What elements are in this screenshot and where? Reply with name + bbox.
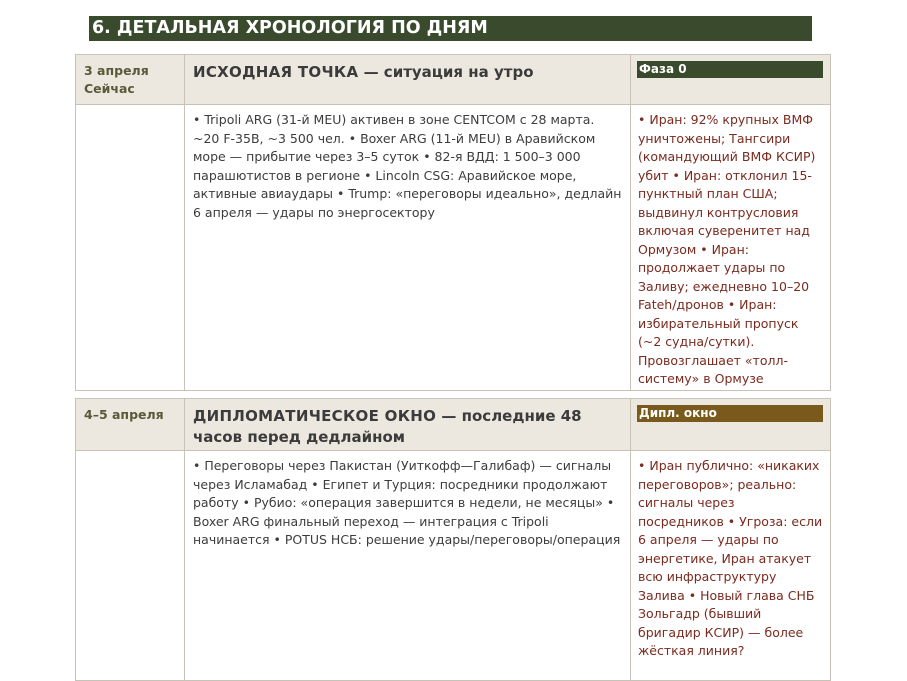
day-title [185,399,631,451]
phase-cell [631,399,831,451]
phase-badge: Фаза 0 [637,61,823,78]
phase-badge: Дипл. окно [637,405,823,422]
iran-actions-text: • Иран: 92% крупных ВМФ уничтожены; Тангсири (командующий ВМФ КСИР) убит • Иран: отклонил 15-пунктный план США; выдвинул контрусловия включая суверенитет над Ормузом • Иран: продолжает удары по Заливу; ежедневно 10–20 Fateh/дронов • Иран: избирательный пропуск (~2 судна/сутки). Провозглашает «толл-систему» в Ормузе [631,105,831,391]
section-title: 6. ДЕТАЛЬНАЯ ХРОНОЛОГИЯ ПО ДНЯМ [89,16,812,41]
date-sublabel: Сейчас [84,81,135,96]
phase-cell [631,55,831,105]
day-title-main: ДИПЛОМАТИЧЕСКОЕ ОКНО [193,407,437,425]
day-title [185,55,631,105]
date-cell [76,399,185,451]
day-body-row [76,451,831,681]
date-cell [76,55,185,105]
day-header-row [76,399,831,451]
us-actions-text: • Переговоры через Пакистан (Уиткофф—Галибаф) — сигналы через Исламабад • Египет и Турция: посредники продолжают работу • Рубио: «операция завершится в недели, не месяцы» • Boxer ARG финальный переход — интеграция с Tripoli начинается • POTUS НСБ: решение удары/переговоры/операция [185,451,631,681]
day-title-rest: — последние 48 часов перед дедлайном [193,407,582,446]
date-label: 4–5 апреля [84,407,164,422]
empty-cell [76,105,185,391]
day-table-1 [75,54,831,391]
day-header-row [76,55,831,105]
day-table-2 [75,398,831,681]
day-title-main: ИСХОДНАЯ ТОЧКА [193,63,359,81]
day-body-row [76,105,831,391]
day-title-rest: — ситуация на утро [358,63,534,81]
us-actions-text: • Tripoli ARG (31-й MEU) активен в зоне CENTCOM с 28 марта. ~20 F-35B, ~3 500 чел. • Boxer ARG (11-й MEU) в Аравийском море — прибытие через 3–5 суток • 82-я ВДД: 1 500–3 000 парашютистов в регионе • Lincoln CSG: Аравийское море, активные авиаудары • Trump: «переговоры идеально», дедлайн 6 апреля — удары по энергосектору [185,105,631,391]
empty-cell [76,451,185,681]
iran-actions-text: • Иран публично: «никаких переговоров»; реально: сигналы через посредников • Угроза: если 6 апреля — удары по энергетике, Иран атакует всю инфраструктуру Залива • Новый глава СНБ Зольгадр (бывший бригадир КСИР) — более жёсткая линия? [631,451,831,681]
date-label: 3 апреля [84,63,149,78]
